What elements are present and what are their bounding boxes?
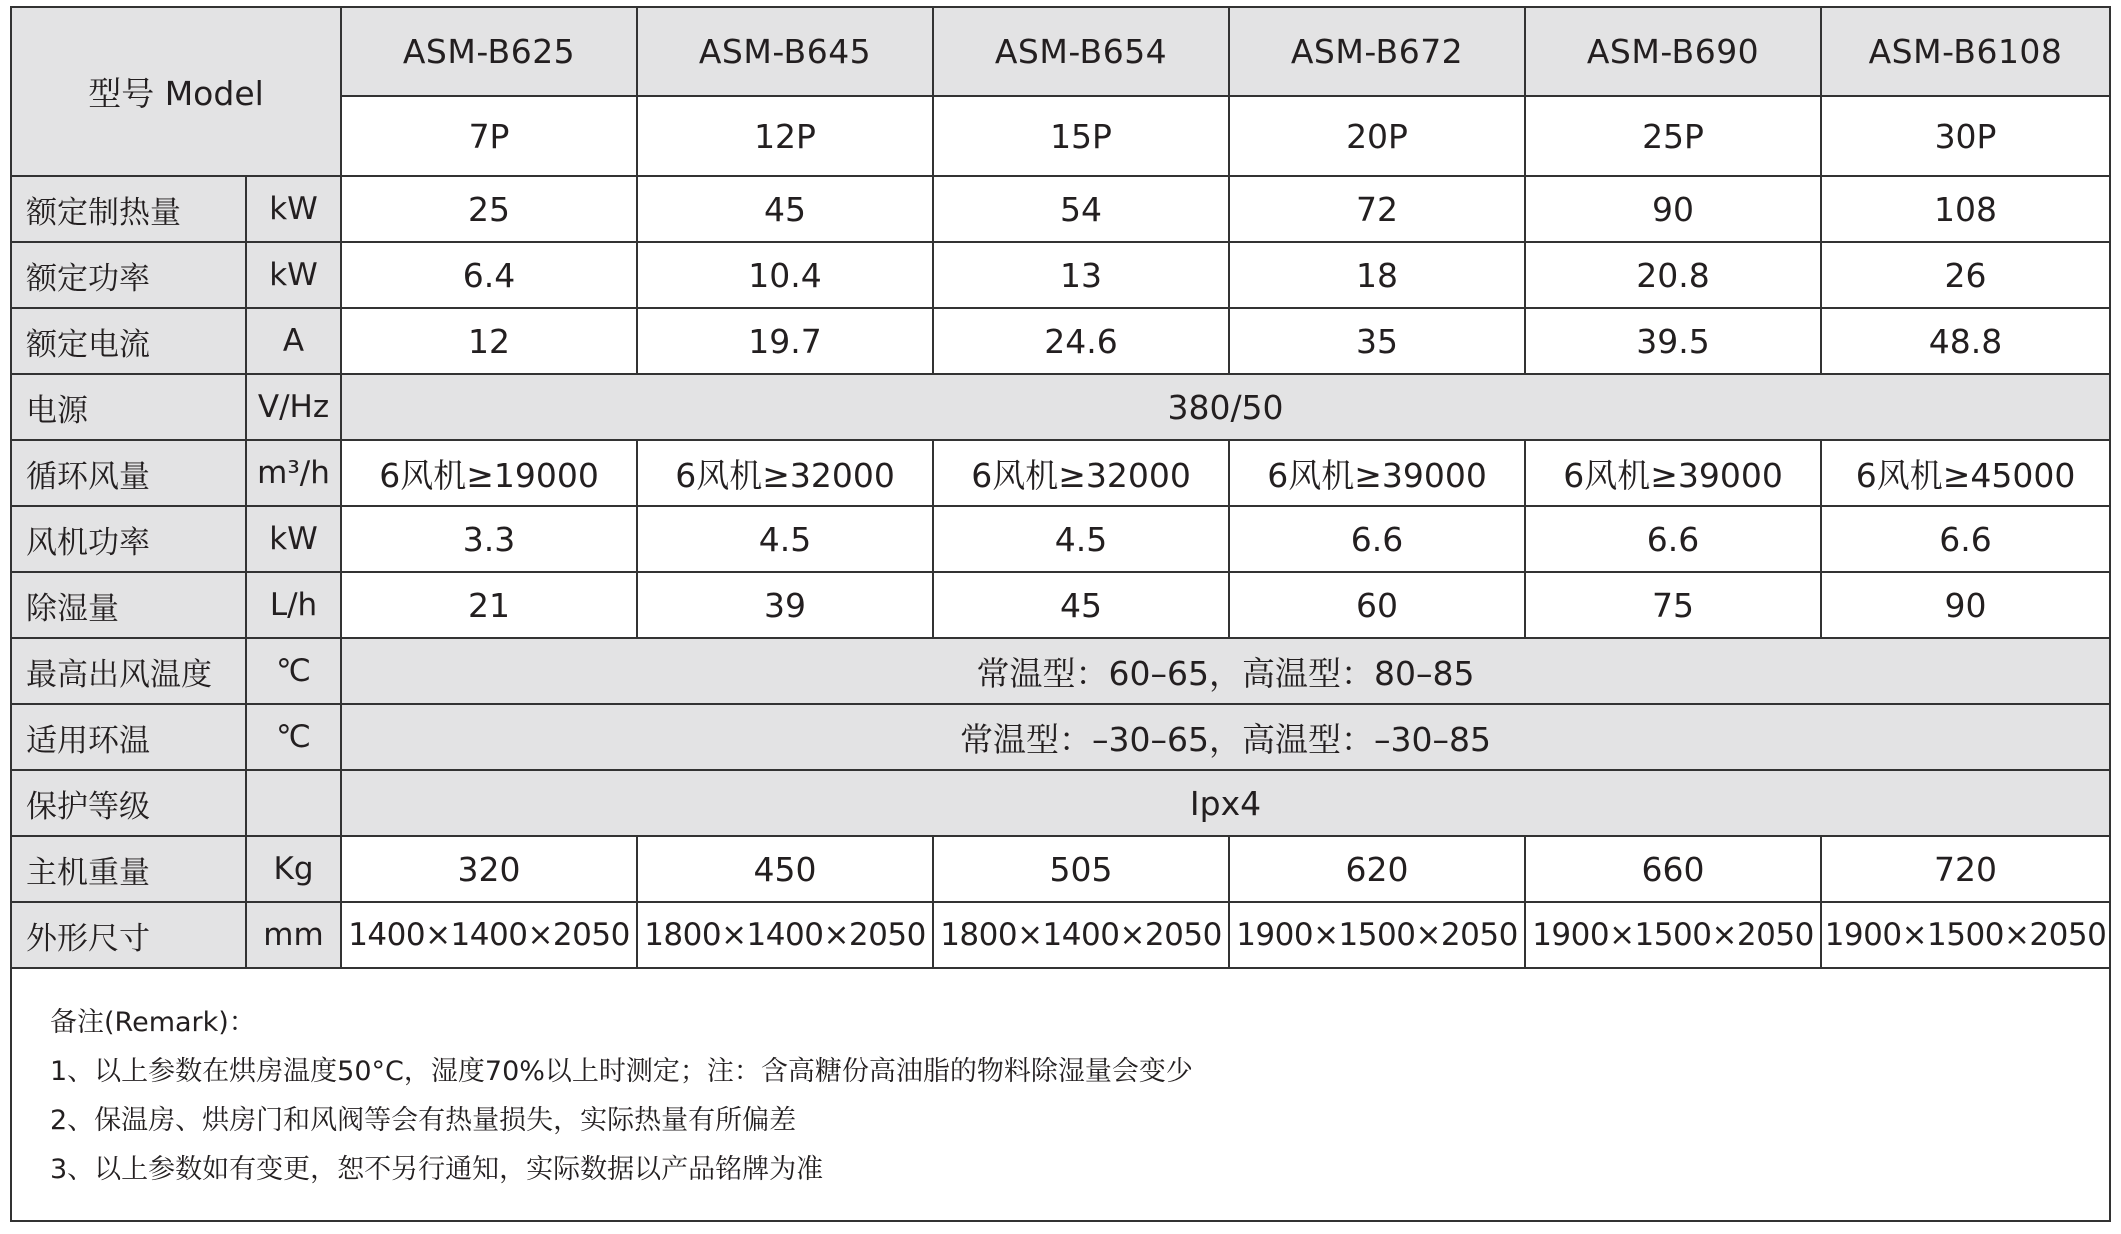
param-name: 主机重量 xyxy=(12,836,246,902)
param-unit xyxy=(246,770,341,836)
model-name: ASM-B6108 xyxy=(1821,8,2109,96)
value-cell: 54 xyxy=(933,176,1229,242)
param-unit: m³/h xyxy=(246,440,341,506)
value-cell: 720 xyxy=(1821,836,2109,902)
param-unit: kW xyxy=(246,506,341,572)
value-cell: 1900×1500×2050 xyxy=(1229,902,1525,968)
model-header-cell: 型号 Model xyxy=(12,8,341,176)
remarks-title: 备注(Remark)： xyxy=(50,1007,256,1038)
param-name: 除湿量 xyxy=(12,572,246,638)
value-cell: 4.5 xyxy=(933,506,1229,572)
value-cell: 45 xyxy=(933,572,1229,638)
value-cell: 1900×1500×2050 xyxy=(1821,902,2109,968)
merged-value-cell: 常温型：60–65，高温型：80–85 xyxy=(341,638,2109,704)
value-cell: 75 xyxy=(1525,572,1821,638)
param-unit: ℃ xyxy=(246,704,341,770)
value-cell: 21 xyxy=(341,572,637,638)
remark-item: 2、保温房、烘房门和风阀等会有热量损失，实际热量有所偏差 xyxy=(50,1105,797,1136)
merged-value-cell: 常温型：–30–65，高温型：–30–85 xyxy=(341,704,2109,770)
value-cell: 620 xyxy=(1229,836,1525,902)
value-cell: 1900×1500×2050 xyxy=(1525,902,1821,968)
param-name: 保护等级 xyxy=(12,770,246,836)
param-unit: L/h xyxy=(246,572,341,638)
value-cell: 450 xyxy=(637,836,933,902)
value-cell: 90 xyxy=(1821,572,2109,638)
model-name: ASM-B645 xyxy=(637,8,933,96)
spec-table xyxy=(12,8,2109,969)
remarks-block xyxy=(50,998,1193,1194)
param-unit: ℃ xyxy=(246,638,341,704)
horsepower-cell: 15P xyxy=(933,96,1229,176)
param-name: 最高出风温度 xyxy=(12,638,246,704)
param-name: 外形尺寸 xyxy=(12,902,246,968)
param-name: 额定制热量 xyxy=(12,176,246,242)
spec-row xyxy=(12,176,2109,242)
spec-row xyxy=(12,770,2109,836)
merged-value-cell: 380/50 xyxy=(341,374,2109,440)
horsepower-cell: 30P xyxy=(1821,96,2109,176)
value-cell: 1400×1400×2050 xyxy=(341,902,637,968)
value-cell: 26 xyxy=(1821,242,2109,308)
value-cell: 90 xyxy=(1525,176,1821,242)
param-name: 循环风量 xyxy=(12,440,246,506)
value-cell: 39.5 xyxy=(1525,308,1821,374)
value-cell: 48.8 xyxy=(1821,308,2109,374)
value-cell: 4.5 xyxy=(637,506,933,572)
horsepower-cell: 12P xyxy=(637,96,933,176)
value-cell: 39 xyxy=(637,572,933,638)
value-cell: 505 xyxy=(933,836,1229,902)
value-cell: 660 xyxy=(1525,836,1821,902)
value-cell: 6.6 xyxy=(1229,506,1525,572)
value-cell: 6风机≥39000 xyxy=(1525,440,1821,506)
param-name: 额定电流 xyxy=(12,308,246,374)
value-cell: 320 xyxy=(341,836,637,902)
value-cell: 6风机≥45000 xyxy=(1821,440,2109,506)
merged-value-cell: Ipx4 xyxy=(341,770,2109,836)
value-cell: 6.6 xyxy=(1821,506,2109,572)
param-name: 适用环温 xyxy=(12,704,246,770)
value-cell: 1800×1400×2050 xyxy=(637,902,933,968)
spec-row xyxy=(12,308,2109,374)
value-cell: 1800×1400×2050 xyxy=(933,902,1229,968)
value-cell: 108 xyxy=(1821,176,2109,242)
model-name: ASM-B625 xyxy=(341,8,637,96)
param-unit: A xyxy=(246,308,341,374)
spec-row xyxy=(12,638,2109,704)
param-unit: kW xyxy=(246,176,341,242)
model-row xyxy=(12,8,2109,96)
param-unit: Kg xyxy=(246,836,341,902)
param-unit: mm xyxy=(246,902,341,968)
value-cell: 18 xyxy=(1229,242,1525,308)
value-cell: 60 xyxy=(1229,572,1525,638)
value-cell: 6风机≥19000 xyxy=(341,440,637,506)
value-cell: 10.4 xyxy=(637,242,933,308)
spec-row xyxy=(12,836,2109,902)
value-cell: 45 xyxy=(637,176,933,242)
spec-row xyxy=(12,440,2109,506)
param-name: 风机功率 xyxy=(12,506,246,572)
remark-item: 1、以上参数在烘房温度50°C，湿度70%以上时测定；注：含高糖份高油脂的物料除湿量会变少 xyxy=(50,1056,1193,1087)
value-cell: 3.3 xyxy=(341,506,637,572)
value-cell: 35 xyxy=(1229,308,1525,374)
value-cell: 72 xyxy=(1229,176,1525,242)
model-name: ASM-B690 xyxy=(1525,8,1821,96)
model-name: ASM-B654 xyxy=(933,8,1229,96)
model-name: ASM-B672 xyxy=(1229,8,1525,96)
spec-row xyxy=(12,242,2109,308)
param-name: 额定功率 xyxy=(12,242,246,308)
horsepower-cell: 25P xyxy=(1525,96,1821,176)
value-cell: 24.6 xyxy=(933,308,1229,374)
spec-row xyxy=(12,506,2109,572)
horsepower-cell: 7P xyxy=(341,96,637,176)
spec-row xyxy=(12,374,2109,440)
value-cell: 6风机≥39000 xyxy=(1229,440,1525,506)
spec-sheet xyxy=(10,6,2111,1222)
param-unit: V/Hz xyxy=(246,374,341,440)
value-cell: 19.7 xyxy=(637,308,933,374)
value-cell: 12 xyxy=(341,308,637,374)
remark-item: 3、以上参数如有变更，恕不另行通知，实际数据以产品铭牌为准 xyxy=(50,1154,824,1185)
horsepower-cell: 20P xyxy=(1229,96,1525,176)
value-cell: 25 xyxy=(341,176,637,242)
spec-row xyxy=(12,572,2109,638)
param-name: 电源 xyxy=(12,374,246,440)
value-cell: 6风机≥32000 xyxy=(933,440,1229,506)
value-cell: 20.8 xyxy=(1525,242,1821,308)
value-cell: 13 xyxy=(933,242,1229,308)
param-unit: kW xyxy=(246,242,341,308)
value-cell: 6风机≥32000 xyxy=(637,440,933,506)
spec-row xyxy=(12,704,2109,770)
value-cell: 6.4 xyxy=(341,242,637,308)
spec-row xyxy=(12,902,2109,968)
value-cell: 6.6 xyxy=(1525,506,1821,572)
